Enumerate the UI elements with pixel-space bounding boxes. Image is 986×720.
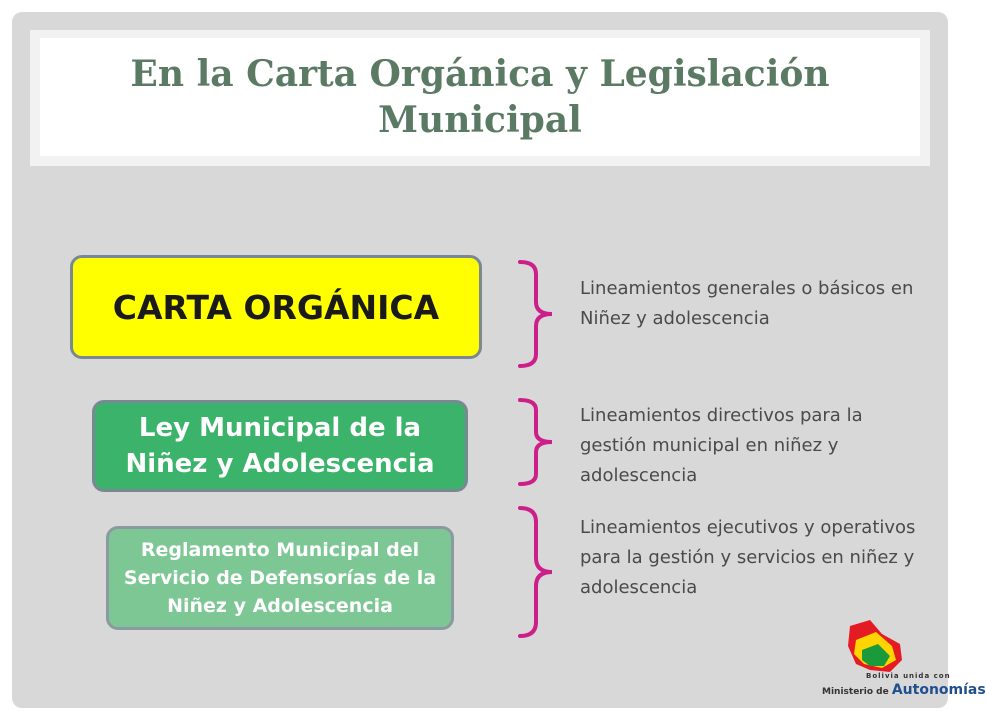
box-ley-municipal: Ley Municipal de la Niñez y Adolescencia [92,400,468,492]
title-box [40,38,920,156]
logo-ministry-name: Autonomías [891,682,986,698]
box-reglamento-municipal: Reglamento Municipal del Servicio de Defensorías de la Niñez y Adolescencia [106,526,454,630]
description-2: Lineamientos directivos para la gestión municipal en niñez y adolescencia [580,405,863,486]
box-carta-organica: CARTA ORGÁNICA [70,255,482,359]
logo-prefix: Ministerio de [822,687,889,697]
description-1: Lineamientos generales o básicos en Niñez y adolescencia [580,278,914,329]
brace-2 [512,396,562,488]
description-3: Lineamientos ejecutivos y operativos para la gestión y servicios en niñez y adolescencia [580,517,916,598]
logo-name [822,682,986,698]
page-title: En la Carta Orgánica y Legislación Municipal [130,53,830,141]
brace-3 [512,504,562,640]
logo-tagline: Bolivia unida con [866,672,951,680]
brace-1 [512,258,562,370]
